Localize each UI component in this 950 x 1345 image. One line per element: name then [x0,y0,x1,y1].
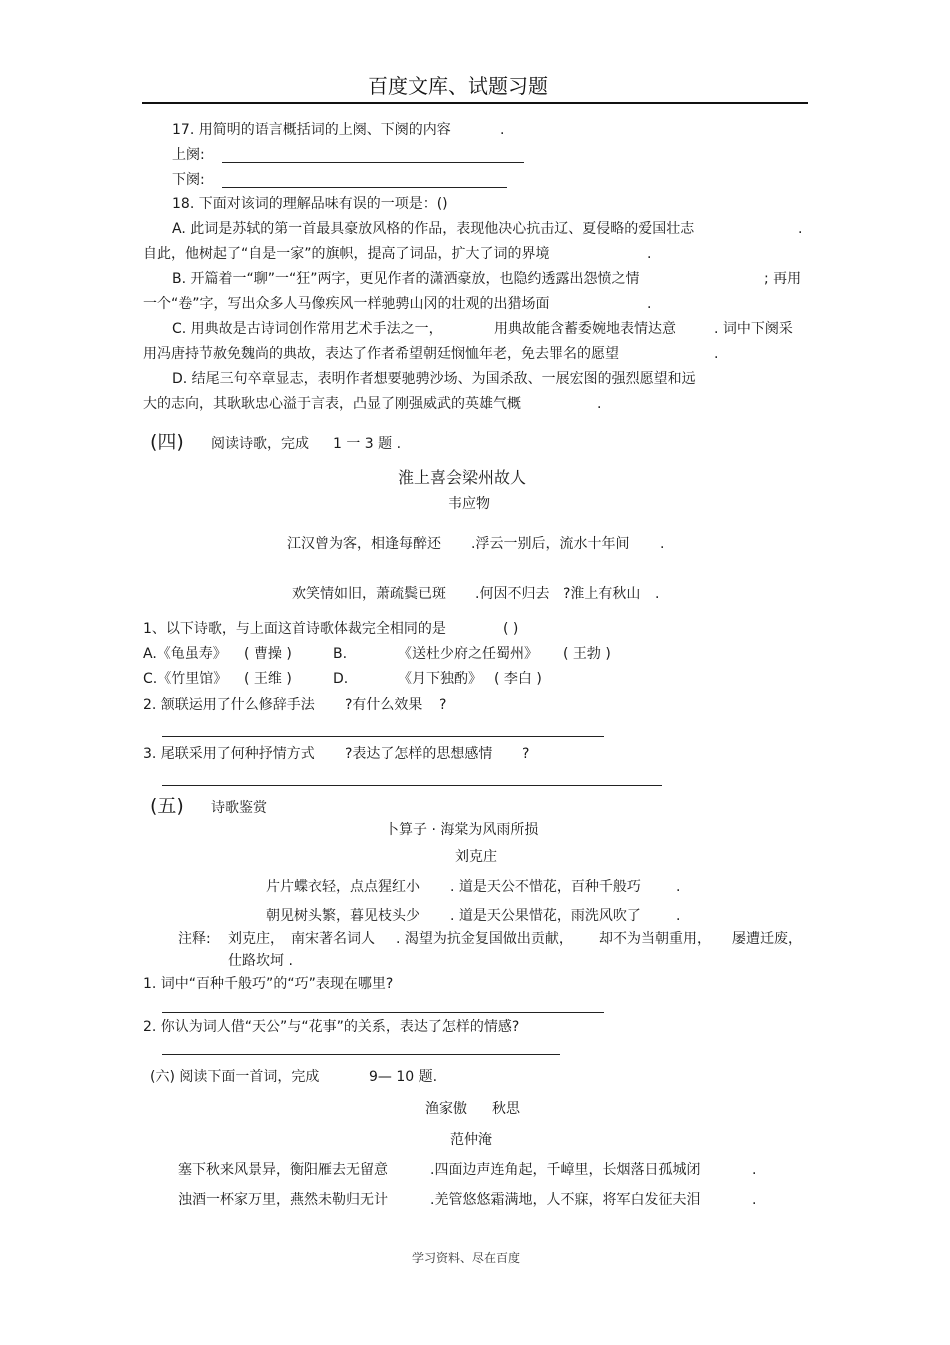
section-5-poem-line1-c: . [676,879,681,895]
q17-stem: 17. 用简明的语言概括词的上阕、下阕的内容 [172,122,451,138]
q18-option-b-line2: 一个“卷”字，写出众多人马像疾风一样驰骋山冈的壮观的出猎场面 [143,296,550,312]
section-4-number: (四) [150,431,184,453]
section-6-poem-title-a: 渔家傲 [425,1101,467,1117]
section-4-poem-author: 韦应物 [448,496,490,512]
option-a-author: ( 曹操 ) [244,646,292,662]
option-d-label: D. [333,671,349,687]
section-4-q2-b: ?有什么效果 [345,697,423,713]
section-5-poem-line2-a: 朝见树头繁，暮见枝头少 [266,908,420,924]
page-footer: 学习资料、尽在百度 [412,1251,521,1265]
q18-option-d-line1: D. 结尾三句卒章显志，表明作者想要驰骋沙场、为国杀敌、一展宏图的强烈愿望和远 [172,371,696,387]
q18-option-b-line2-end: . [647,296,652,312]
q18-option-b-line1-end: ; 再用 [764,271,802,287]
q17-shang-answer-line[interactable] [222,162,524,163]
section-6-poem-line1-a: 塞下秋来风景异，衡阳雁去无留意 [178,1162,388,1178]
q18-option-a-line1-end: . [798,221,803,237]
q18-option-c-line1-b: 用典故能含蓄委婉地表情达意 [494,321,676,337]
section-4-poem-line2-b: .何因不归去 [475,586,550,602]
section-4-q3-answer-line[interactable] [162,785,662,786]
section-5-note-d: 却不为当朝重用， [599,931,711,947]
header-rule [142,102,808,104]
section-5-poem-line1-a: 片片蝶衣轻，点点猩红小 [266,879,420,895]
page-header-title: 百度文库、试题习题 [368,74,548,98]
section-4-poem-line1-a: 江汉曾为客，相逢每醉还 [287,536,441,552]
section-4-poem-line2-a: 欢笑情如旧，萧疏鬓已斑 [292,586,446,602]
q18-stem: 18. 下面对该词的理解品味有误的一项是：() [172,196,448,212]
section-5-q2-answer-line[interactable] [162,1054,560,1055]
section-5-note-e: 屡遭迁废， [732,931,802,947]
section-6-poem-author: 范仲淹 [450,1132,492,1148]
q18-option-d-line2-end: . [597,396,602,412]
section-5-note-c: . 渴望为抗金复国做出贡献， [396,931,573,947]
section-4-q1: 1、以下诗歌，与上面这首诗歌体裁完全相同的是 [143,621,446,637]
section-5-q1-answer-line[interactable] [162,1012,604,1013]
section-5-note-label: 注释: [178,931,211,947]
q18-option-d-line2: 大的志向，其耿耿忠心溢于言表，凸显了刚强威武的英雄气概 [143,396,521,412]
section-6-intro: (六) 阅读下面一首词，完成 [150,1069,320,1085]
section-5-number: (五) [150,795,184,817]
section-6-range: 9— 10 题. [369,1069,438,1085]
section-4-q2-answer-line[interactable] [162,736,604,737]
section-6-poem-title-b: 秋思 [492,1101,520,1117]
option-b-label: B. [333,646,348,662]
section-5-poem-line2-b: . 道是天公果惜花，雨洗风吹了 [450,908,641,924]
q18-option-b-line1: B. 开篇着一“聊”一“狂”两字，更见作者的潇洒豪放，也隐约透露出怨愤之情 [172,271,640,287]
option-c-author: ( 王维 ) [244,671,292,687]
section-5-q2: 2. 你认为词人借“天公”与“花事”的关系，表达了怎样的情感? [143,1019,520,1035]
q18-option-c-line1-a: C. 用典故是古诗词创作常用艺术手法之一， [172,321,443,337]
option-c-title: C.《竹里馆》 [143,671,228,687]
q17-xia-answer-line[interactable] [222,187,507,188]
q18-option-a-line1: A. 此词是苏轼的第一首最具豪放风格的作品，表现他决心抗击辽、夏侵略的爱国壮志 [172,221,695,237]
section-4-q2-a: 2. 颔联运用了什么修辞手法 [143,697,315,713]
q18-option-c-line2-end: . [714,346,719,362]
section-5-poem-line2-c: . [676,908,681,924]
option-d-title: 《月下独酌》 [398,671,482,687]
section-4-poem-line2-c: ?淮上有秋山 [563,586,641,602]
section-5-poem-title: 卜算子 · 海棠为风雨所损 [385,822,539,838]
section-4-q2-c: ? [439,697,447,713]
section-5-poem-author: 刘克庄 [455,849,497,865]
q18-option-a-line2-end: . [647,246,652,262]
section-6-poem-line2-b: .羌管悠悠霜满地，人不寐，将军白发征夫泪 [430,1192,701,1208]
section-4-q3-a: 3. 尾联采用了何种抒情方式 [143,746,315,762]
q18-option-a-line2: 自此，他树起了“自是一家”的旗帜，提高了词品，扩大了词的界境 [143,246,550,262]
section-5-poem-line1-b: . 道是天公不惜花，百种千般巧 [450,879,641,895]
option-d-author: ( 李白 ) [494,671,542,687]
section-5-note-a: 刘克庄， [228,931,284,947]
section-4-range: 1 一 3 题 . [333,436,402,452]
section-4-poem-line1-c: . [660,536,665,552]
section-4-poem-title: 淮上喜会梁州故人 [398,468,527,487]
section-4-q3-b: ?表达了怎样的思想感情 [345,746,493,762]
q17-stem-end: . [500,122,505,138]
section-5-q1: 1. 词中“百种千般巧”的“巧”表现在哪里? [143,976,394,992]
q17-xia-label: 下阕: [172,172,205,188]
section-6-poem-line1-b: .四面边声连角起，千嶂里，长烟落日孤城闭 [430,1162,701,1178]
option-b-author: ( 王勃 ) [563,646,611,662]
option-a-title: A.《龟虽寿》 [143,646,227,662]
option-b-title: 《送杜少府之任蜀州》 [398,646,538,662]
section-5-note-b: 南宋著名词人 [291,931,375,947]
section-4-q3-c: ? [522,746,530,762]
section-4-q1-paren: ( ) [503,621,519,637]
q18-option-c-line2: 用冯唐持节赦免魏尚的典故，表达了作者希望朝廷悯恤年老，免去罪名的愿望 [143,346,619,362]
section-4-intro: 阅读诗歌，完成 [211,436,309,452]
section-6-poem-line1-c: . [752,1162,757,1178]
q18-option-c-line1-c: . 词中下阕采 [714,321,793,337]
section-4-poem-line2-d: . [655,586,660,602]
section-6-poem-line2-c: . [752,1192,757,1208]
section-5-note-f: 仕路坎坷 . [228,953,293,969]
section-4-poem-line1-b: .浮云一别后，流水十年间 [471,536,630,552]
q17-shang-label: 上阕: [172,147,205,163]
section-6-poem-line2-a: 浊酒一杯家万里，燕然未勒归无计 [178,1192,388,1208]
section-5-intro: 诗歌鉴赏 [211,800,267,816]
